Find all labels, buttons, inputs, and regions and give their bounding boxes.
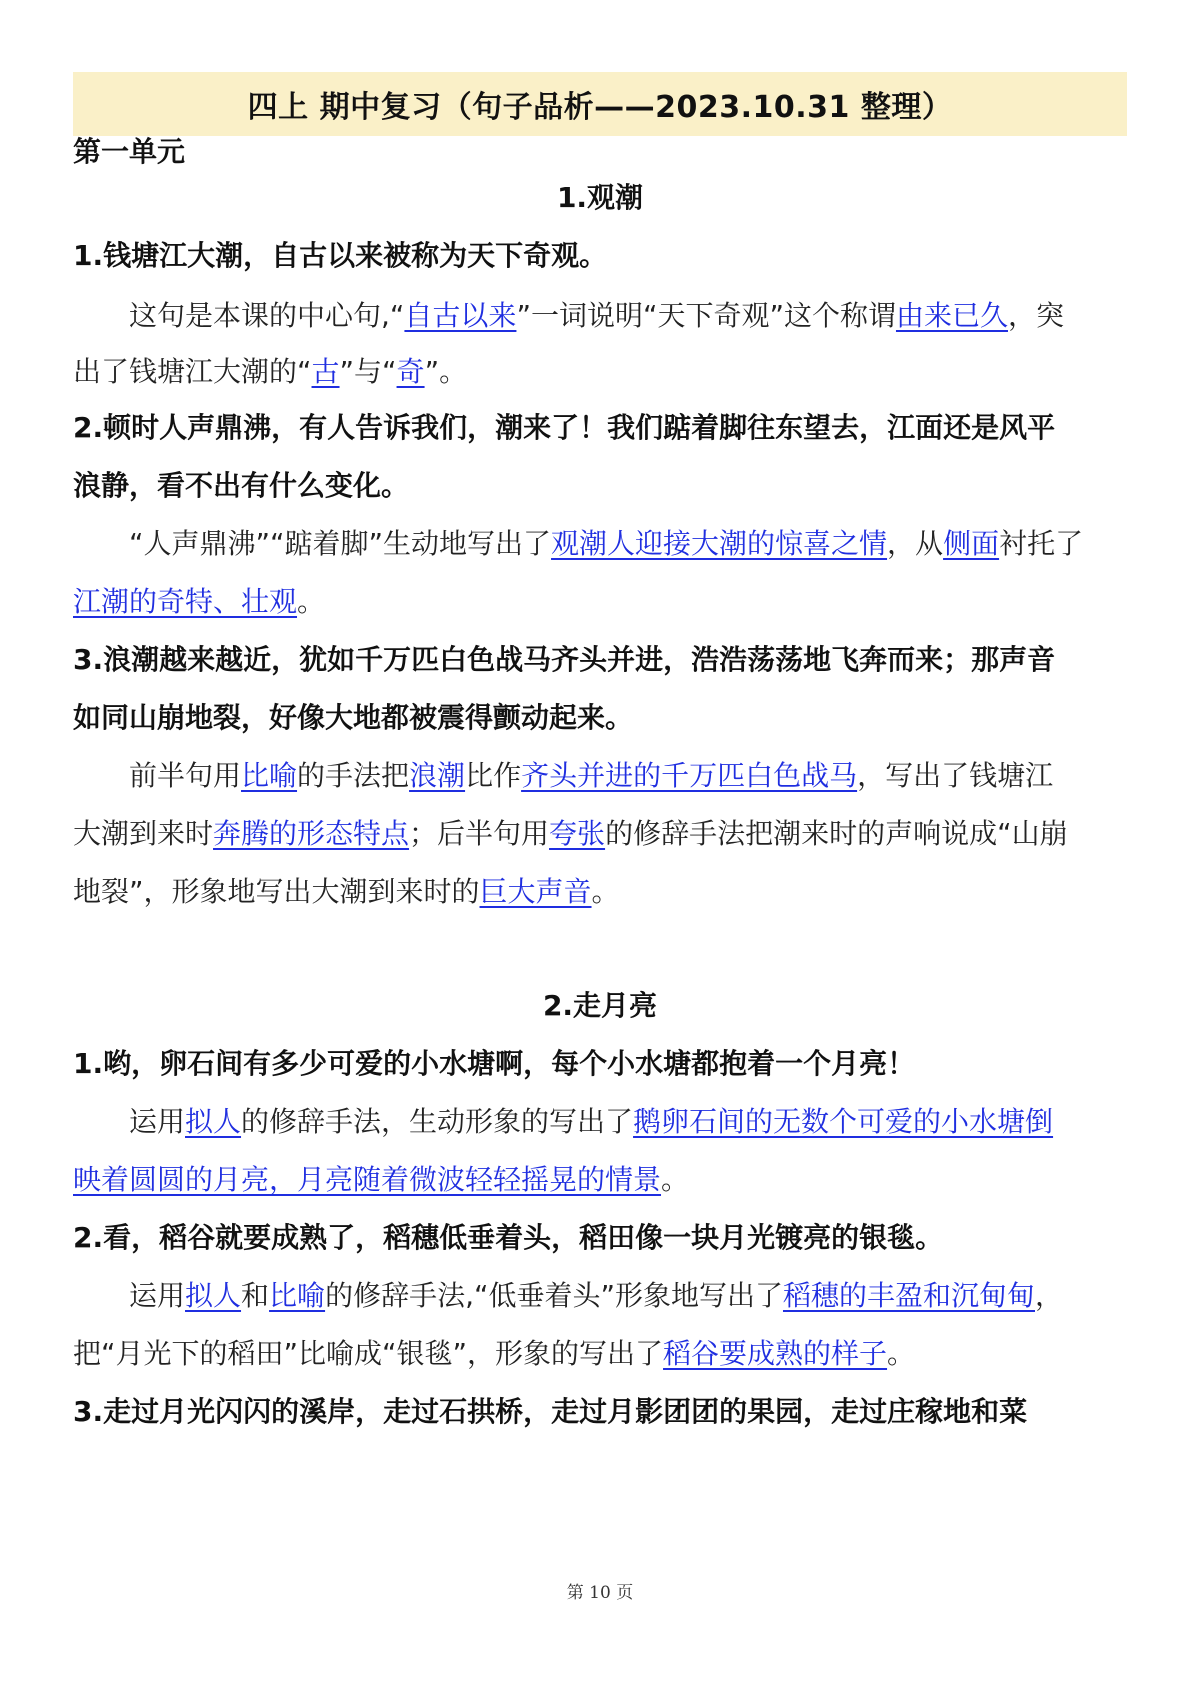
analysis-line — [73, 1276, 1127, 1316]
sentence-line: 2.看，稻谷就要成熟了，稻穗低垂着头，稻田像一块月光镀亮的银毯。 — [73, 1221, 944, 1254]
lesson-title: 2.走月亮 — [542, 989, 658, 1022]
key-phrase: 映着圆圆的月亮，月亮随着微波轻轻摇晃的情景 — [73, 1163, 662, 1196]
text-segment: ”与“ — [339, 355, 397, 388]
analysis-line — [73, 756, 1127, 796]
key-phrase: 浪潮 — [409, 759, 466, 792]
key-phrase: 江潮的奇特、壮观 — [73, 585, 298, 618]
key-phrase: 由来已久 — [895, 299, 1008, 332]
page-title: 四上 期中复习（句子品析——2023.10.31 整理） — [247, 90, 953, 125]
text-segment: 。 — [297, 585, 326, 618]
key-phrase: 自古以来 — [404, 299, 517, 332]
text-segment: 。 — [887, 1337, 916, 1370]
analysis-line — [73, 296, 1127, 336]
key-phrase: 侧面 — [943, 527, 1000, 560]
sentence-line: 浪静，看不出有什么变化。 — [73, 469, 410, 502]
text-segment: 的修辞手法，生动形象的写出了 — [241, 1105, 634, 1138]
text-segment: 把“月光下的稻田”比喻成“银毯”，形象的写出了 — [73, 1337, 664, 1370]
text-segment: 衬托了 — [999, 527, 1084, 560]
key-phrase: 比喻 — [241, 759, 298, 792]
text-segment: 。 — [661, 1163, 690, 1196]
analysis-line — [73, 1102, 1127, 1142]
key-phrase: 比喻 — [269, 1279, 326, 1312]
sentence-line: 3.走过月光闪闪的溪岸，走过石拱桥，走过月影团团的果园，走过庄稼地和菜 — [73, 1395, 1028, 1428]
key-phrase: 夸张 — [549, 817, 606, 850]
key-phrase: 巨大声音 — [479, 875, 592, 908]
text-segment: ，突 — [1007, 299, 1064, 332]
sentence-line: 1.钱塘江大潮，自古以来被称为天下奇观。 — [73, 239, 608, 272]
analysis-line — [73, 352, 1127, 392]
text-segment: ”一词说明“天下奇观”这个称谓 — [516, 299, 896, 332]
text-segment: 大潮到来时 — [73, 817, 214, 850]
text-segment: 比作 — [465, 759, 522, 792]
page-title-banner — [73, 72, 1127, 136]
key-phrase: 古 — [311, 355, 340, 388]
text-segment: 和 — [241, 1279, 270, 1312]
key-phrase: 拟人 — [185, 1105, 242, 1138]
key-phrase: 鹅卵石间的无数个可爱的小水塘倒 — [633, 1105, 1054, 1138]
text-segment: 这句是本课的中心句,“ — [73, 299, 405, 332]
lesson-title: 1.观潮 — [556, 181, 644, 214]
text-segment: “人声鼎沸”“踮着脚”生动地写出了 — [73, 527, 552, 560]
key-phrase: 稻谷要成熟的样子 — [663, 1337, 888, 1370]
analysis-line — [73, 524, 1127, 564]
analysis-line — [73, 872, 1127, 912]
key-phrase: 奇 — [396, 355, 425, 388]
key-phrase: 稻穗的丰盈和沉甸甸 — [782, 1279, 1035, 1312]
key-phrase: 齐头并进的千万匹白色战马 — [521, 759, 858, 792]
text-segment: ”。 — [424, 355, 468, 388]
text-segment: 地裂”，形象地写出大潮到来时的 — [73, 875, 480, 908]
text-segment: 。 — [591, 875, 620, 908]
text-segment: ， — [1035, 1279, 1064, 1312]
text-segment: 的修辞手法,“低垂着头”形象地写出了 — [325, 1279, 783, 1312]
text-segment: ；后半句用 — [409, 817, 550, 850]
text-segment: 前半句用 — [73, 759, 242, 792]
key-phrase: 奔腾的形态特点 — [213, 817, 410, 850]
text-segment: 运用 — [73, 1279, 186, 1312]
sentence-line: 3.浪潮越来越近，犹如千万匹白色战马齐头并进，浩浩荡荡地飞奔而来；那声音 — [73, 643, 1056, 676]
text-segment: ，从 — [887, 527, 944, 560]
sentence-line: 1.哟，卵石间有多少可爱的小水塘啊，每个小水塘都抱着一个月亮！ — [73, 1047, 916, 1080]
text-segment: 的修辞手法把潮来时的声响说成“山崩 — [605, 817, 1068, 850]
page-number: 第 10 页 — [566, 1583, 634, 1603]
key-phrase: 观潮人迎接大潮的惊喜之情 — [551, 527, 888, 560]
analysis-line — [73, 1160, 1127, 1200]
key-phrase: 拟人 — [185, 1279, 242, 1312]
text-segment: 出了钱塘江大潮的“ — [73, 355, 312, 388]
text-segment: 的手法把 — [297, 759, 410, 792]
sentence-line: 2.顿时人声鼎沸，有人告诉我们，潮来了！我们踮着脚往东望去，江面还是风平 — [73, 411, 1056, 444]
sentence-line: 如同山崩地裂，好像大地都被震得颤动起来。 — [73, 701, 634, 734]
text-segment: 运用 — [73, 1105, 186, 1138]
analysis-line — [73, 582, 1127, 622]
analysis-line — [73, 1334, 1127, 1374]
analysis-line — [73, 814, 1127, 854]
unit-heading: 第一单元 — [73, 135, 186, 168]
text-segment: ，写出了钱塘江 — [857, 759, 1054, 792]
